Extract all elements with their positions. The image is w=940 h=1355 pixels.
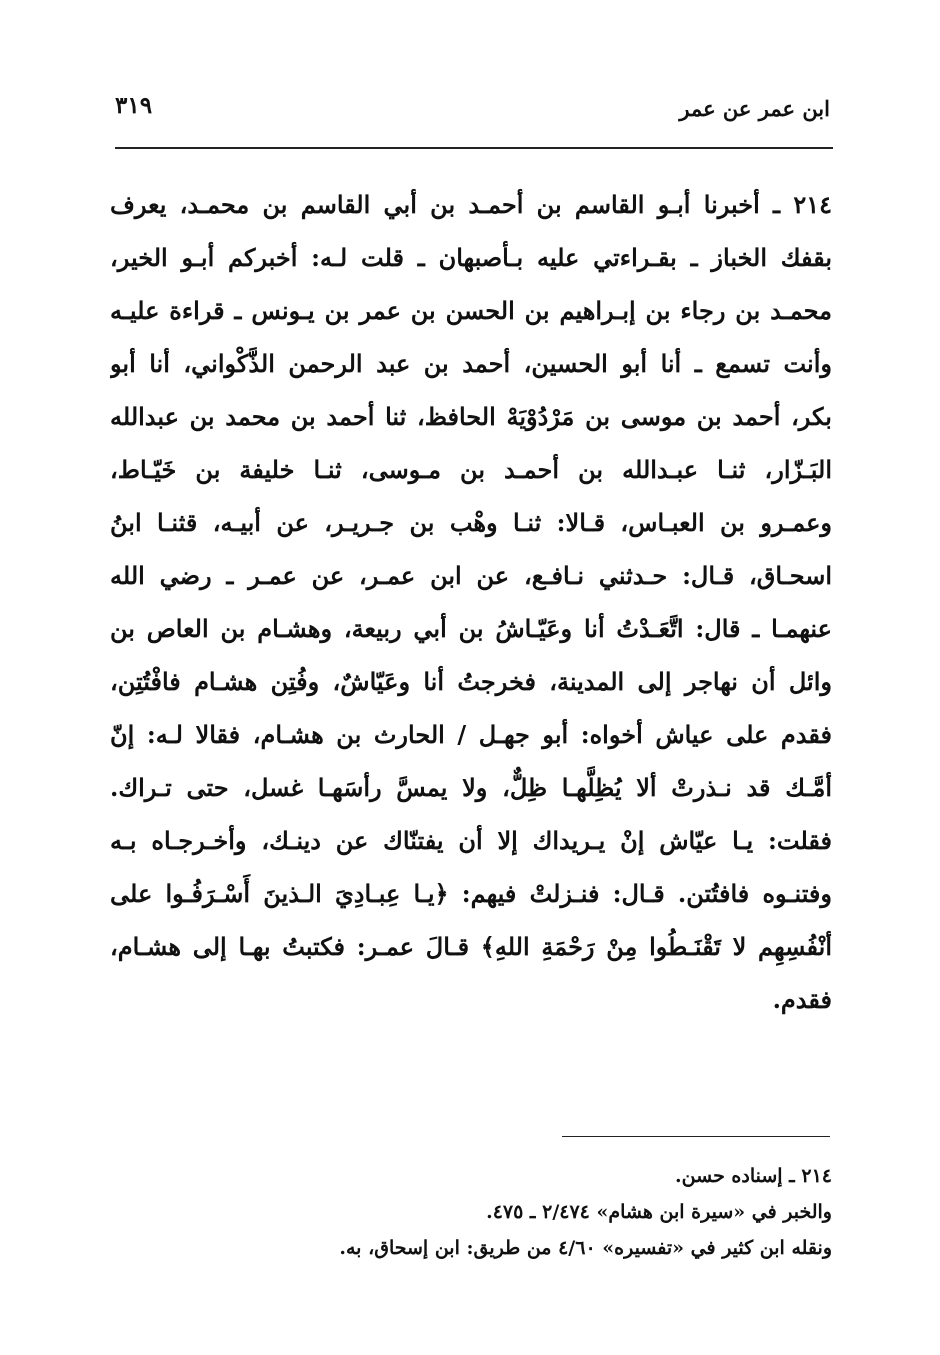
text-line: فقلت: يـا عيّاش إنْ يـريداك إلا أن يفتنّاك عن دينـك، وأخـرجـاه بـه xyxy=(110,826,832,855)
text-line: فقدم. xyxy=(772,985,832,1014)
text-line: فقدم على عياش أخواه: أبو جهـل / الحارث بن هشـام، فقالا لـه: إنّ xyxy=(110,720,832,749)
footnotes-block xyxy=(200,1158,832,1266)
page-number: ٣١٩ xyxy=(115,92,153,119)
text-line: أمَّـك قد نـذرتْ ألا يُظِلَّهـا ظِلٌّ، ولا يمسَّ رأسَهـا غسل، حتى تـراك. xyxy=(110,773,832,802)
text-line: عنهمـا ـ قال: اتَّعَـدْتُ أنا وعَيّـاشُ بن أبي ربيعة، وهشـام بن العاص بن xyxy=(110,614,832,643)
running-title: ابن عمر عن عمر xyxy=(679,96,830,121)
text-line: بكر، أحمد بن موسى بن مَرْدُوْيَهْ الحافظ، ثنا أحمد بن محمد بن عبدالله xyxy=(110,402,832,431)
text-line: ٢١٤ ـ أخبرنا أبـو القاسم بن أحمـد بن أبي القاسم بن محمـد، يعرف xyxy=(110,190,832,219)
running-header xyxy=(115,88,830,128)
footnote-line: ٢١٤ ـ إسناده حسن. xyxy=(675,1165,832,1187)
footnote-rule xyxy=(562,1136,830,1137)
text-line: محمـد بن رجاء بن إبـراهيم بن الحسن بن عمر بن يـونس ـ قراءة عليـه xyxy=(110,296,832,325)
footnote-line: والخبر في «سيرة ابن هشام» ٢/٤٧٤ ـ ٤٧٥. xyxy=(486,1201,832,1223)
main-text-block xyxy=(110,178,832,1026)
text-line: بقفك الخباز ـ بقـراءتي عليه بـأصبهان ـ قلت لـه: أخبركم أبـو الخير، xyxy=(110,243,832,272)
text-line: وائل أن نهاجر إلى المدينة، فخرجتُ أنا وعَيّاشٌ، وفُتِن هشـام فافْتُتِن، xyxy=(110,667,832,696)
text-line: أنْفُسِهِم لا تَقْنَـطُوا مِنْ رَحْمَةِ اللهِ﴾ قـالَ عمـر: فكتبتُ بهـا إلى هشـام، xyxy=(110,932,832,961)
text-line: وأنت تسمع ـ أنا أبو الحسين، أحمد بن عبد الرحمن الذَّكْواني، أنا أبو xyxy=(110,349,832,378)
header-rule xyxy=(115,147,833,149)
text-line: وعمـرو بن العبـاس، قـالا: ثنـا وهْب بن جـريـر، عن أبيـه، قثنـا ابنُ xyxy=(110,508,832,537)
text-line: البَـزّار، ثنـا عبـدالله بن أحمـد بن مـوسى، ثنـا خليفة بن خَيّـاط، xyxy=(110,455,832,484)
text-line: اسحـاق، قـال: حـدثني نـافـع، عن ابن عمـر، عن عمـر ـ رضي الله xyxy=(110,561,832,590)
footnote-line: ونقله ابن كثير في «تفسيره» ٤/٦٠ من طريق: ابن إسحاق، به. xyxy=(339,1237,832,1259)
text-line: وفتنـوه فافتُتن. قـال: فنـزلتْ فيهم: ﴿يـا عِبـادِيَ الـذينَ أَسْـرَفُـوا على xyxy=(110,879,832,908)
